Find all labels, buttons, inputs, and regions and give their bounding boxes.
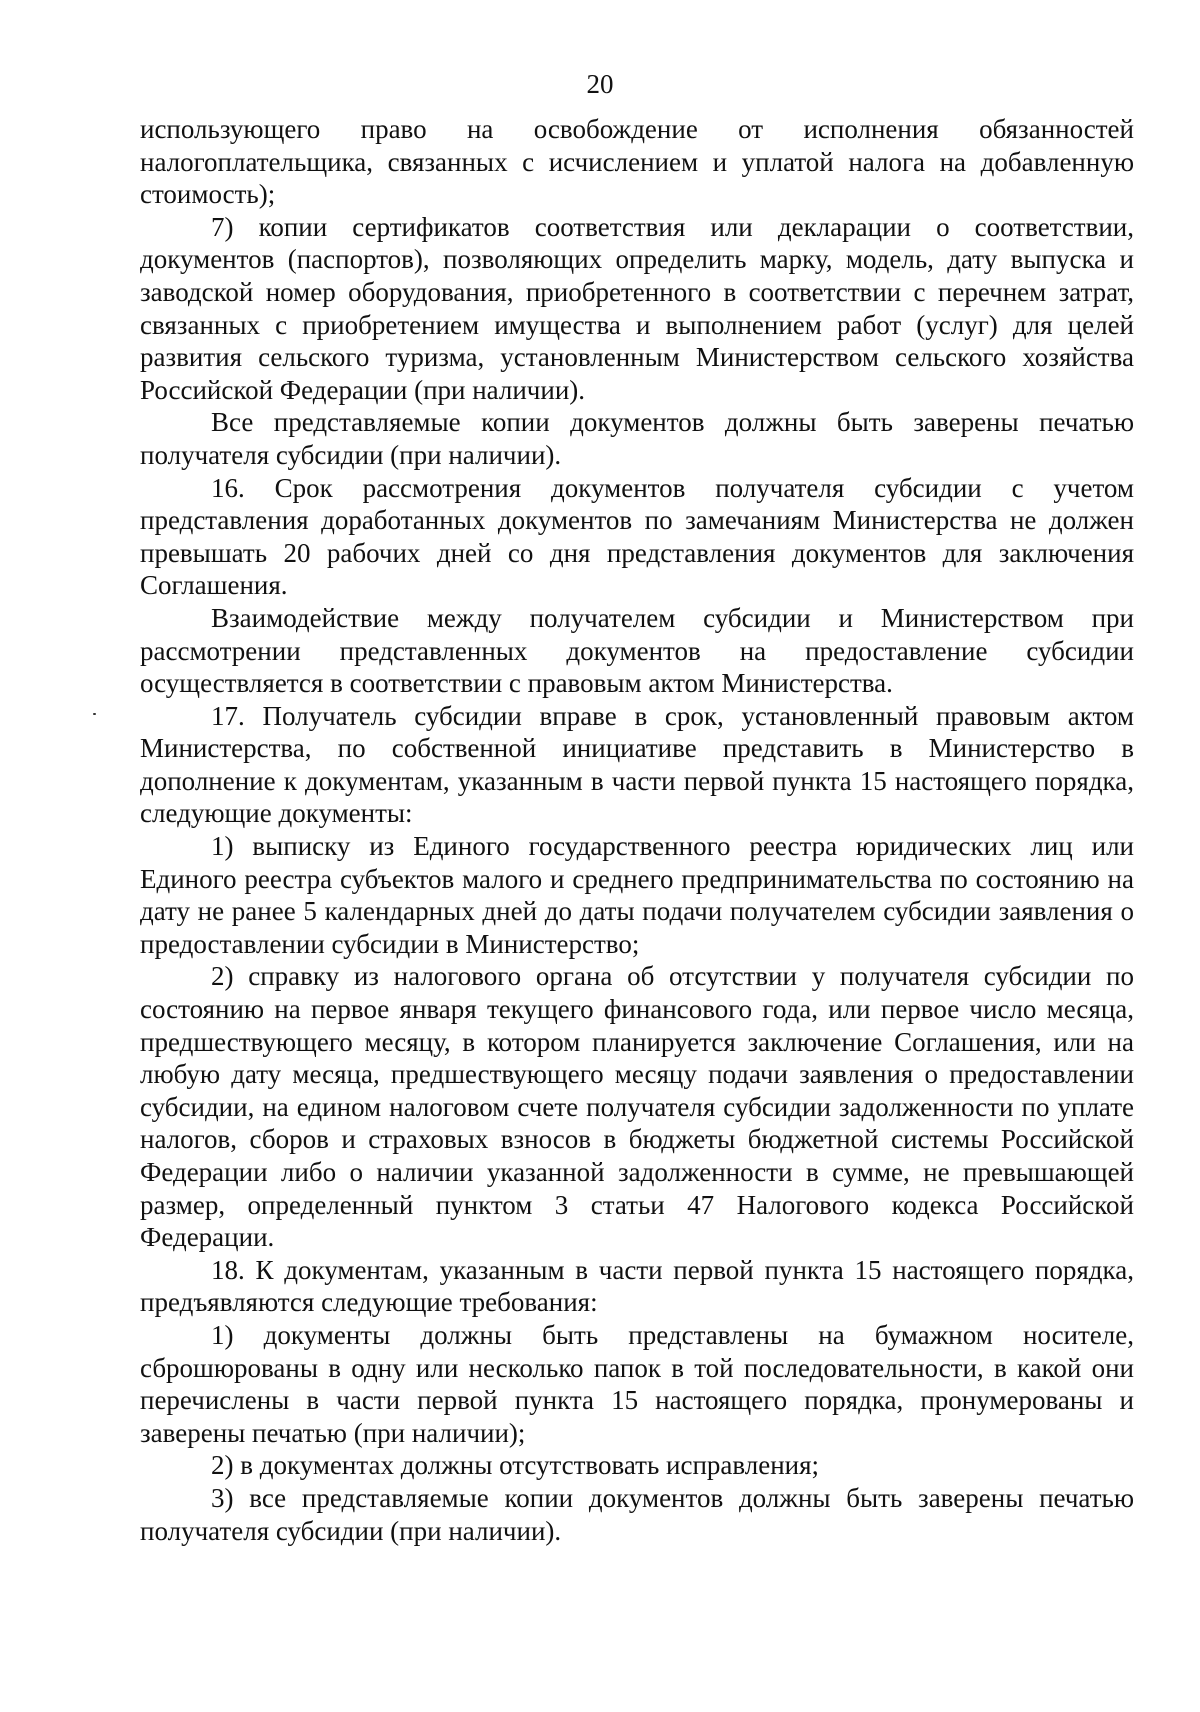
paragraph-continuation: использующего право на освобождение от исполнения обязанностей налогоплательщика, связанных с исчислением и уплатой налога на добавленную стоимость); <box>140 114 1134 210</box>
page-number: 20 <box>586 69 614 99</box>
paragraph-clause-18-item-3: 3) все представляемые копии документов должны быть заверены печатью получателя субсидии (при наличии). <box>140 1482 1134 1546</box>
paragraph-item-7: 7) копии сертификатов соответствия или декларации о соответствии, документов (паспортов), позволяющих определить марку, модель, дату выпуска и заводской номер оборудования, приобретенного в соответствии с перечнем затрат, связанных с приобретением имущества и выполнением работ (услуг) для целей развития сельского туризма, установленным Министерством сельского хозяйства Российской Федерации (при наличии). <box>140 211 1134 405</box>
paragraph-clause-17-item-1: 1) выписку из Единого государственного реестра юридических лиц или Единого реестра субъектов малого и среднего предпринимательства по состоянию на дату не ранее 5 календарных дней до даты подачи получателем субсидии заявления о предоставлении субсидии в Министерство; <box>140 831 1134 959</box>
paragraph-clause-17: 17. Получатель субсидии вправе в срок, установленный правовым актом Министерства, по собственной инициативе представить в Министерство в дополнение к документам, указанным в части первой пункта 15 настоящего порядка, следующие документы: <box>140 700 1134 829</box>
paragraph-clause-18: 18. К документам, указанным в части первой пункта 15 настоящего порядка, предъявляются следующие требования: <box>140 1254 1134 1318</box>
scan-artifact <box>93 713 96 715</box>
paragraph-interaction: Взаимодействие между получателем субсидии и Министерством при рассмотрении представленных документов на предоставление субсидии осуществляется в соответствии с правовым актом Министерства. <box>140 602 1134 699</box>
paragraph-clause-16: 16. Срок рассмотрения документов получателя субсидии с учетом представления доработанных документов по замечаниям Министерства не должен превышать 20 рабочих дней со дня представления документов для заключения Соглашения. <box>140 472 1134 601</box>
paragraph-copies-certified: Все представляемые копии документов должны быть заверены печатью получателя субсидии (при наличии). <box>140 407 1134 470</box>
document-body <box>140 113 1134 1547</box>
paragraph-clause-18-item-1: 1) документы должны быть представлены на бумажном носителе, сброшюрованы в одну или несколько папок в той последовательности, в какой они перечислены в части первой пункта 15 настоящего порядка, пронумерованы и заверены печатью (при наличии); <box>140 1319 1134 1448</box>
paragraph-clause-18-item-2: 2) в документах должны отсутствовать исправления; <box>211 1450 820 1481</box>
paragraph-clause-17-item-2: 2) справку из налогового органа об отсутствии у получателя субсидии по состоянию на первое января текущего финансового года, или первое число месяца, предшествующего месяцу, в котором планируется заключение Соглашения, или на любую дату месяца, предшествующего месяцу подачи заявления о предоставлении субсидии, на едином налоговом счете получателя субсидии задолженности по уплате налогов, сборов и страховых взносов в бюджеты бюджетной системы Российской Федерации либо о наличии указанной задолженности в сумме, не превышающей размер, определенный пунктом 3 статьи 47 Налогового кодекса Российской Федерации. <box>140 961 1134 1253</box>
